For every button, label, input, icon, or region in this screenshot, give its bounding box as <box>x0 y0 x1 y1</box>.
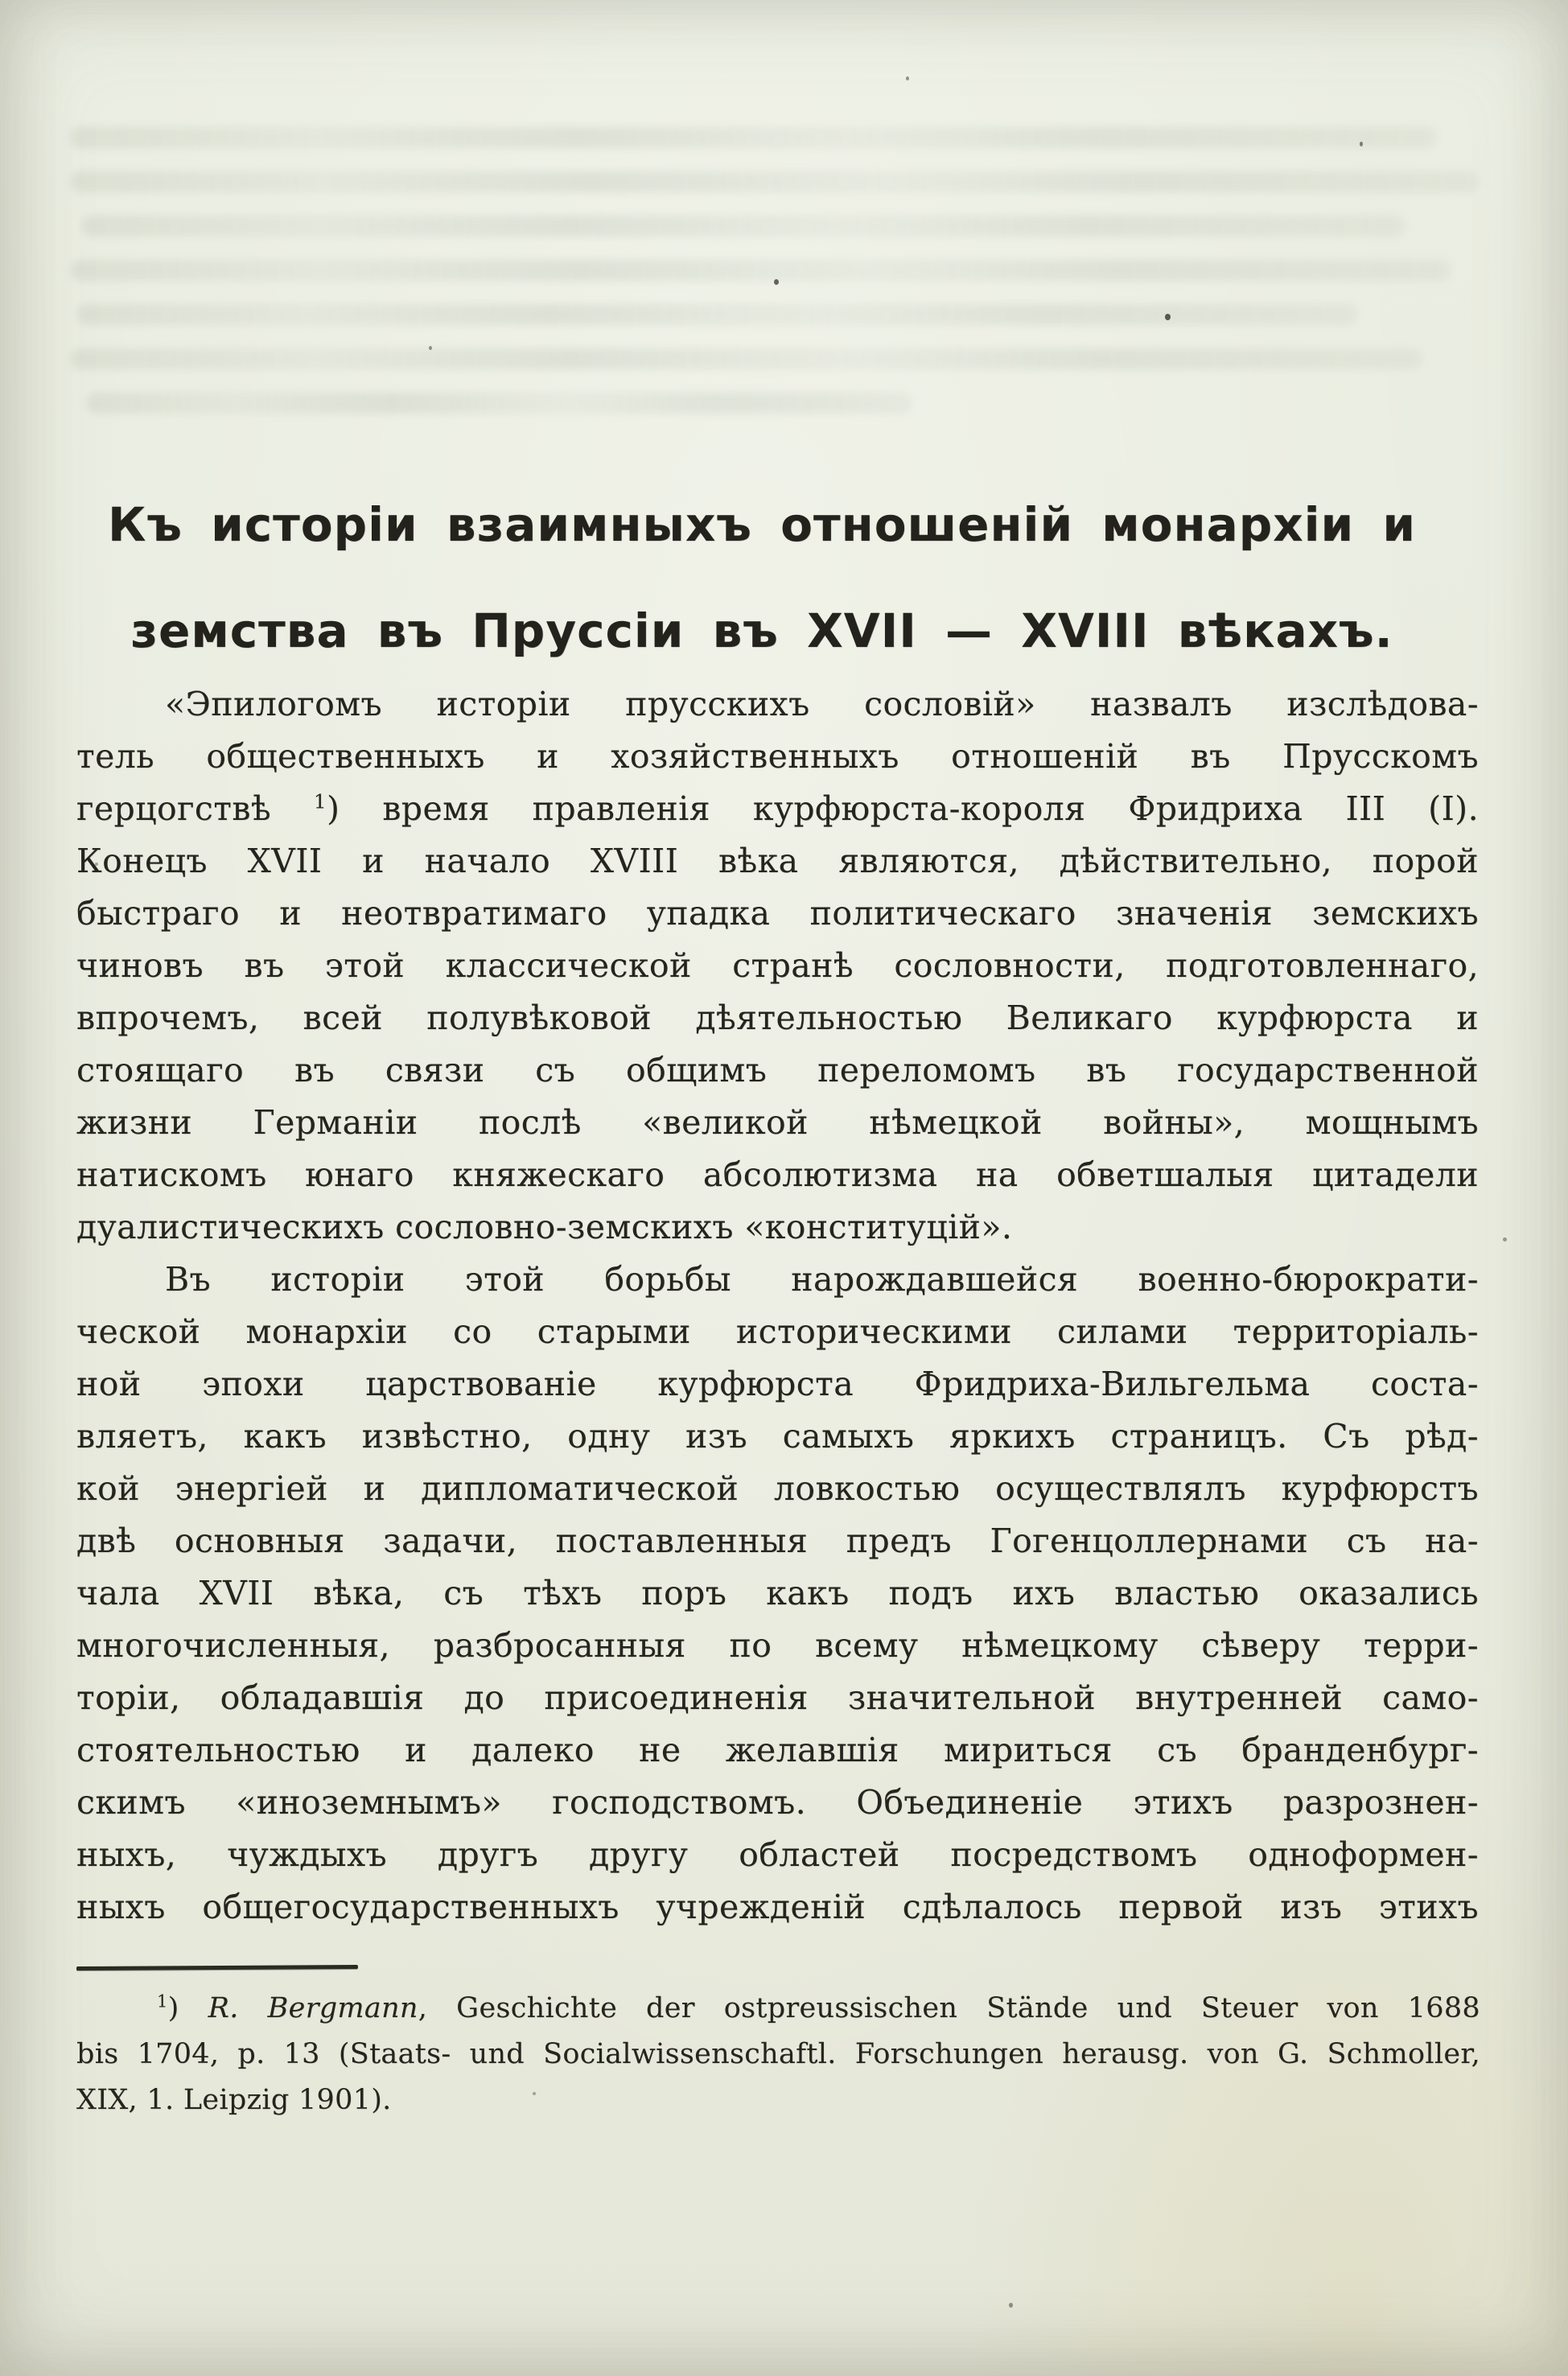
body-line: скимъ «иноземнымъ» господствомъ. Объединеніе этихъ разрознен- <box>76 1783 1479 1822</box>
footnote-line: XIX, 1. Leipzig 1901). <box>76 2084 392 2116</box>
ghost-line <box>87 393 912 414</box>
paper-speck <box>429 346 432 350</box>
paper-speck <box>774 279 779 285</box>
body-line: чала XVII вѣка, съ тѣхъ поръ какъ подъ ихъ властью оказались <box>76 1574 1479 1612</box>
paper-speck <box>1360 142 1363 146</box>
paper-speck <box>533 2092 536 2095</box>
body-line <box>76 783 1479 835</box>
body-line: жизни Германіи послѣ «великой нѣмецкой войны», мощнымъ <box>76 1103 1479 1142</box>
body-line: стоятельностью и далеко не желавшія мириться съ бранденбург- <box>76 1731 1479 1769</box>
ghost-line <box>71 260 1451 281</box>
body-line: ныхъ общегосударственныхъ учрежденій сдѣлалось первой изъ этихъ <box>76 1888 1479 1926</box>
body-line: впрочемъ, всей полувѣковой дѣятельностью Великаго курфюрста и <box>76 999 1479 1037</box>
body-line: натискомъ юнаго княжескаго абсолютизма на обветшалыя цитадели <box>76 1155 1479 1194</box>
bleed-through-ghost-text <box>71 127 1493 437</box>
footnote-line: bis 1704, p. 13 (Staats- und Socialwissenschaftl. Forschungen herausg. von G. Schmoller, <box>76 2038 1480 2070</box>
body-line: двѣ основныя задачи, поставленныя предъ Гогенцоллернами съ на- <box>76 1522 1479 1560</box>
paper-speck <box>1009 2303 1013 2308</box>
ghost-line <box>71 127 1436 148</box>
body-line: тель общественныхъ и хозяйственныхъ отношеній въ Прусскомъ <box>76 737 1479 776</box>
ghost-line <box>82 216 1405 237</box>
footnote-text: , Geschichte der ostpreussischen Stände und Steuer von 1688 <box>418 1992 1480 2024</box>
footnote-line <box>76 1986 1480 2032</box>
paper-speck <box>95 863 98 866</box>
footnote-marker: 1 <box>157 1991 168 2012</box>
body-line: ческой монархіи со старыми историческими силами территоріаль- <box>76 1312 1479 1351</box>
body-line-text: герцогствѣ <box>76 789 314 828</box>
body-line: стоящаго въ связи съ общимъ переломомъ въ государственной <box>76 1051 1479 1089</box>
paper-speck <box>1088 1012 1091 1016</box>
ghost-line <box>71 348 1422 369</box>
body-line: ныхъ, чуждыхъ другъ другу областей посредствомъ одноформен- <box>76 1835 1479 1874</box>
body-line: кой энергіей и дипломатической ловкостью осуществлялъ курфюрстъ <box>76 1469 1479 1508</box>
body-line: быстраго и неотвратимаго упадка политическаго значенія земскихъ <box>76 894 1479 933</box>
body-line-text: ) время правленія курфюрста-короля Фридриха III (I). <box>326 789 1480 828</box>
paper-speck <box>1165 314 1171 320</box>
article-title-line-2: земства въ Пруссіи въ XVII — XVIII вѣкахъ. <box>130 603 1393 658</box>
article-title-line-1: Къ исторіи взаимныхъ отношеній монархіи и <box>107 497 1417 552</box>
body-line: многочисленныя, разбросанныя по всему нѣмецкому сѣверу терри- <box>76 1626 1479 1665</box>
body-line: дуалистическихъ сословно-земскихъ «конституцій». <box>76 1208 1013 1246</box>
ghost-line <box>71 171 1479 192</box>
body-line: торіи, обладавшія до присоединенія значительной внутренней само- <box>76 1678 1479 1717</box>
body-line: ной эпохи царствованіе курфюрста Фридриха-Вильгельма соста- <box>76 1365 1479 1403</box>
footnote-author: R. Bergmann <box>208 1992 418 2024</box>
body-line: Въ исторіи этой борьбы нарождавшейся военно-бюрократи- <box>165 1260 1479 1299</box>
footnote-text: ) <box>167 1992 208 2024</box>
body-line: Конецъ XVII и начало XVIII вѣка являются, дѣйствительно, порой <box>76 842 1479 880</box>
footnote-separator-rule <box>76 1965 358 1970</box>
paper-speck <box>1503 1237 1507 1242</box>
body-text <box>76 678 1479 1933</box>
body-line: вляетъ, какъ извѣстно, одну изъ самыхъ яркихъ страницъ. Съ рѣд- <box>76 1417 1479 1456</box>
footnote-reference-marker: 1 <box>313 789 327 813</box>
body-line: «Эпилогомъ исторіи прусскихъ сословій» назвалъ изслѣдова- <box>165 685 1479 723</box>
body-line: чиновъ въ этой классической странѣ сословности, подготовленнаго, <box>76 946 1479 985</box>
paper-speck <box>906 76 909 80</box>
footnote <box>76 1986 1480 2123</box>
